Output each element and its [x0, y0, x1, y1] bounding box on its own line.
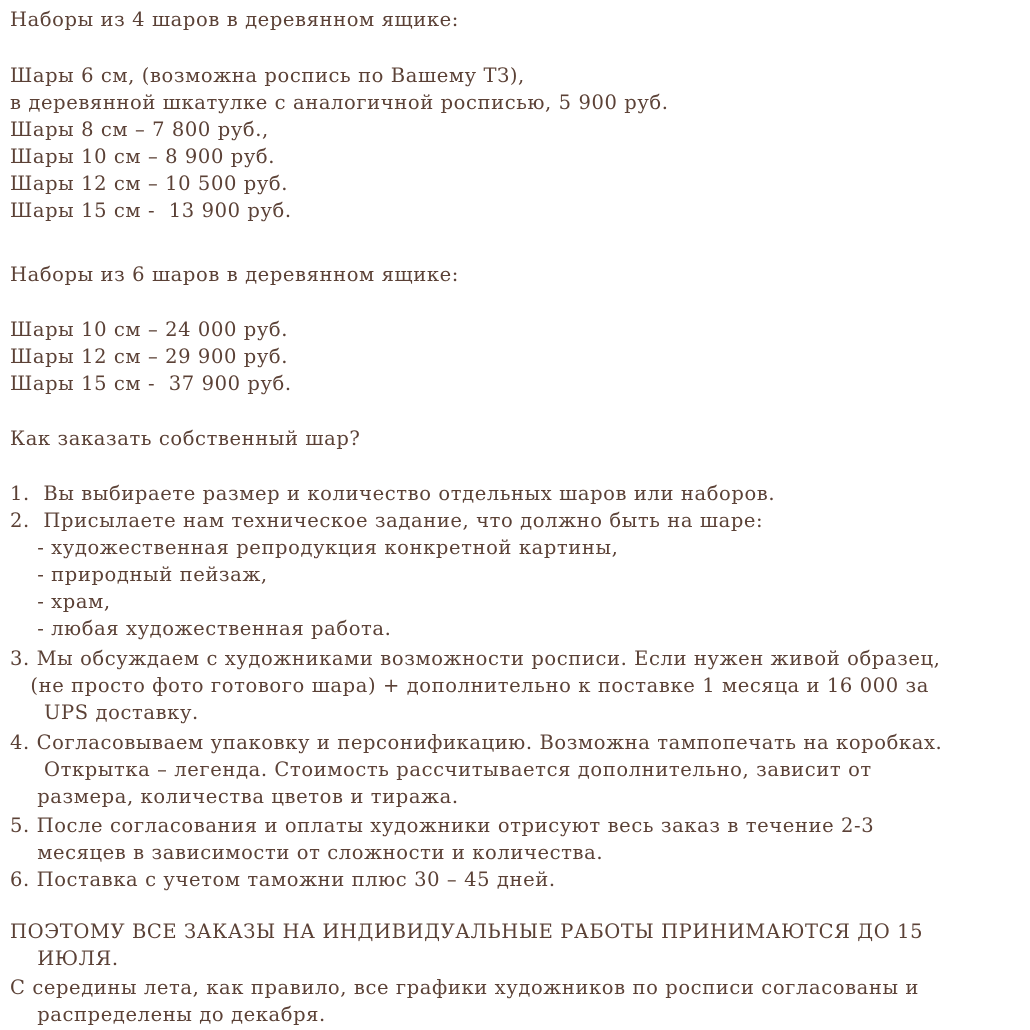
howto-question: Как заказать собственный шар?	[10, 427, 361, 450]
howto-step: UPS доставку.	[10, 701, 199, 724]
howto-step: - художественная репродукция конкретной картины,	[10, 536, 619, 559]
sets4-line: Шары 8 см – 7 800 руб.,	[10, 118, 269, 141]
howto-step: 5. После согласования и оплаты художники отрисуют весь заказ в течение 2-3	[10, 814, 875, 837]
sets6-line: Шары 10 см – 24 000 руб.	[10, 318, 289, 341]
howto-step: - любая художественная работа.	[10, 617, 392, 640]
howto-step: 3. Мы обсуждаем с художниками возможности росписи. Если нужен живой образец,	[10, 647, 941, 670]
notice-line: С середины лета, как правило, все графики художников по росписи согласованы и	[10, 976, 919, 999]
sets6-line: Шары 12 см – 29 900 руб.	[10, 345, 289, 368]
howto-step: Открытка – легенда. Стоимость рассчитывается дополнительно, зависит от	[10, 758, 872, 781]
notice-line: распределены до декабря.	[10, 1003, 326, 1026]
howto-step: (не просто фото готового шара) + дополнительно к поставке 1 месяца и 16 000 за	[10, 674, 929, 697]
howto-step: 1. Вы выбираете размер и количество отдельных шаров или наборов.	[10, 482, 776, 505]
sets4-line: в деревянной шкатулке с аналогичной росписью, 5 900 руб.	[10, 91, 669, 114]
howto-step: месяцев в зависимости от сложности и количества.	[10, 841, 604, 864]
sets4-line: Шары 12 см – 10 500 руб.	[10, 172, 289, 195]
notice-line: ПОЭТОМУ ВСЕ ЗАКАЗЫ НА ИНДИВИДУАЛЬНЫЕ РАБОТЫ ПРИНИМАЮТСЯ ДО 15	[10, 920, 924, 943]
sets4-heading: Наборы из 4 шаров в деревянном ящике:	[10, 8, 459, 31]
sets4-line: Шары 6 см, (возможна роспись по Вашему ТЗ),	[10, 64, 525, 87]
sets4-line: Шары 10 см – 8 900 руб.	[10, 145, 276, 168]
howto-step: 6. Поставка с учетом таможни плюс 30 – 45 дней.	[10, 868, 556, 891]
howto-step: 2. Присылаете нам техническое задание, что должно быть на шаре:	[10, 509, 764, 532]
howto-step: размера, количества цветов и тиража.	[10, 785, 459, 808]
howto-step: 4. Согласовываем упаковку и персонификацию. Возможна тампопечать на коробках.	[10, 731, 943, 754]
howto-step: - храм,	[10, 590, 111, 613]
sets6-heading: Наборы из 6 шаров в деревянном ящике:	[10, 263, 459, 286]
notice-line: ИЮЛЯ.	[10, 947, 119, 970]
sets4-line: Шары 15 см - 13 900 руб.	[10, 199, 292, 222]
sets6-line: Шары 15 см - 37 900 руб.	[10, 372, 292, 395]
howto-step: - природный пейзаж,	[10, 563, 268, 586]
